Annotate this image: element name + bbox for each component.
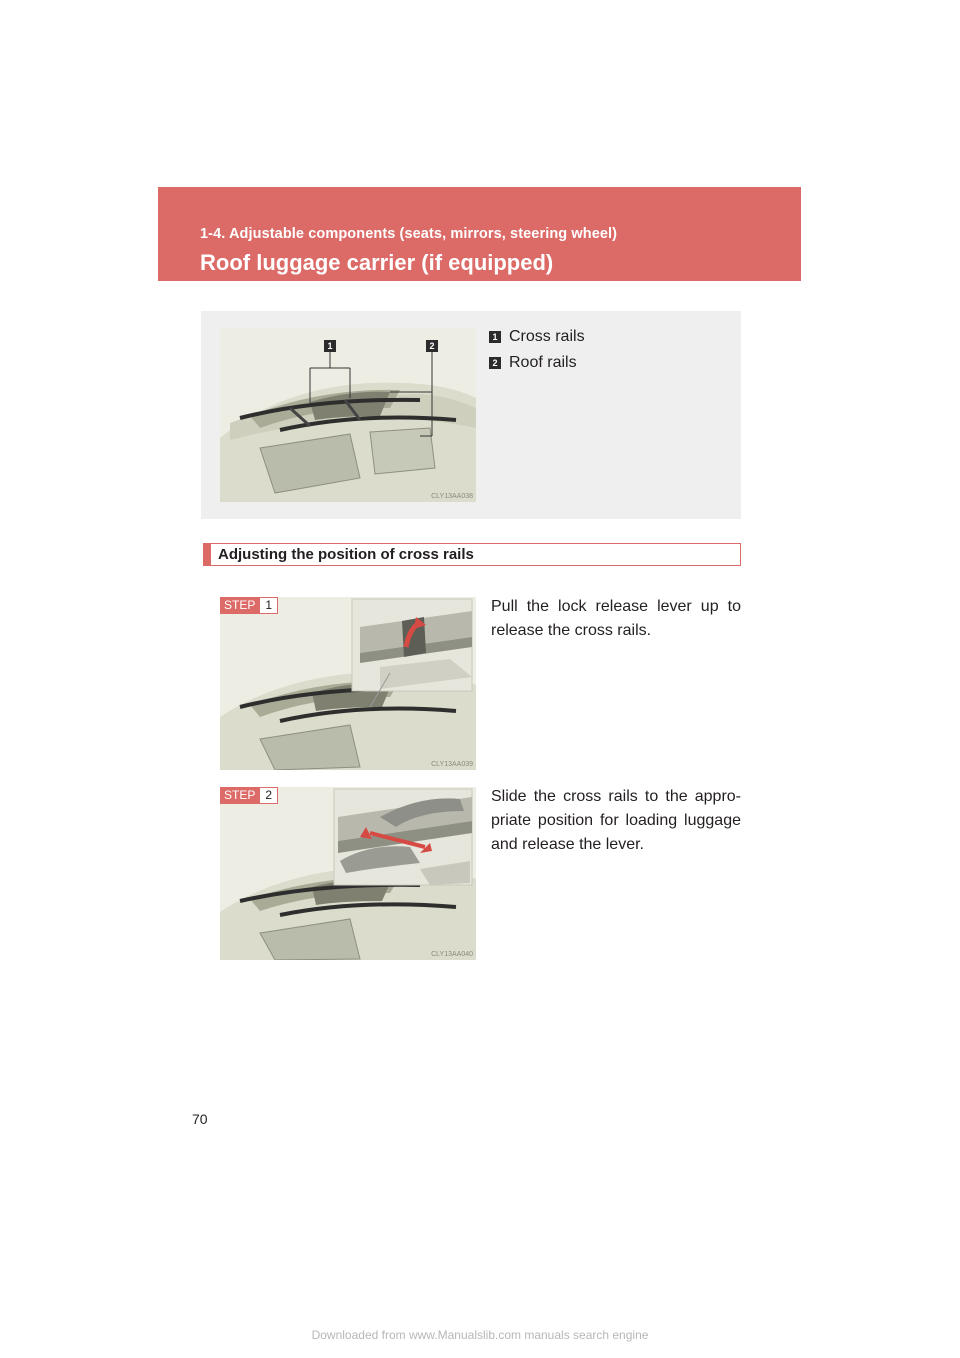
subsection-title: Adjusting the position of cross rails xyxy=(218,546,474,563)
step-1-illustration xyxy=(220,597,476,770)
section-heading: 1-4. Adjustable components (seats, mirrors, steering wheel) xyxy=(200,226,618,242)
legend-number-1: 1 xyxy=(489,331,501,343)
step-2-illustration xyxy=(220,787,476,960)
step-2-text: Slide the cross rails to the appro-priate position for loading luggage and release the lever. xyxy=(491,788,741,853)
callout-2: 2 xyxy=(426,340,438,352)
step-2-badge xyxy=(220,787,278,804)
image-code: CLY13AA040 xyxy=(431,951,473,958)
step-number: 2 xyxy=(259,787,278,804)
image-code: CLY13AA039 xyxy=(431,761,473,768)
page-title: Roof luggage carrier (if equipped) xyxy=(200,250,554,275)
step-1-badge xyxy=(220,597,278,614)
footer-watermark: Downloaded from www.Manualslib.com manuals search engine xyxy=(311,1328,649,1342)
page-number: 70 xyxy=(192,1111,208,1127)
step-1-text: Pull the lock release lever up to release the cross rails. xyxy=(491,598,741,639)
heading-accent-bar xyxy=(204,544,211,565)
step-number: 1 xyxy=(259,597,278,614)
callout-1: 1 xyxy=(324,340,336,352)
legend-label: Roof rails xyxy=(509,354,577,371)
legend-label: Cross rails xyxy=(509,328,585,345)
step-label: STEP xyxy=(220,597,259,614)
step-label: STEP xyxy=(220,787,259,804)
image-code: CLY13AA038 xyxy=(431,493,473,500)
roof-carrier-illustration xyxy=(220,328,476,502)
subsection-heading xyxy=(203,543,741,566)
legend-number-2: 2 xyxy=(489,357,501,369)
